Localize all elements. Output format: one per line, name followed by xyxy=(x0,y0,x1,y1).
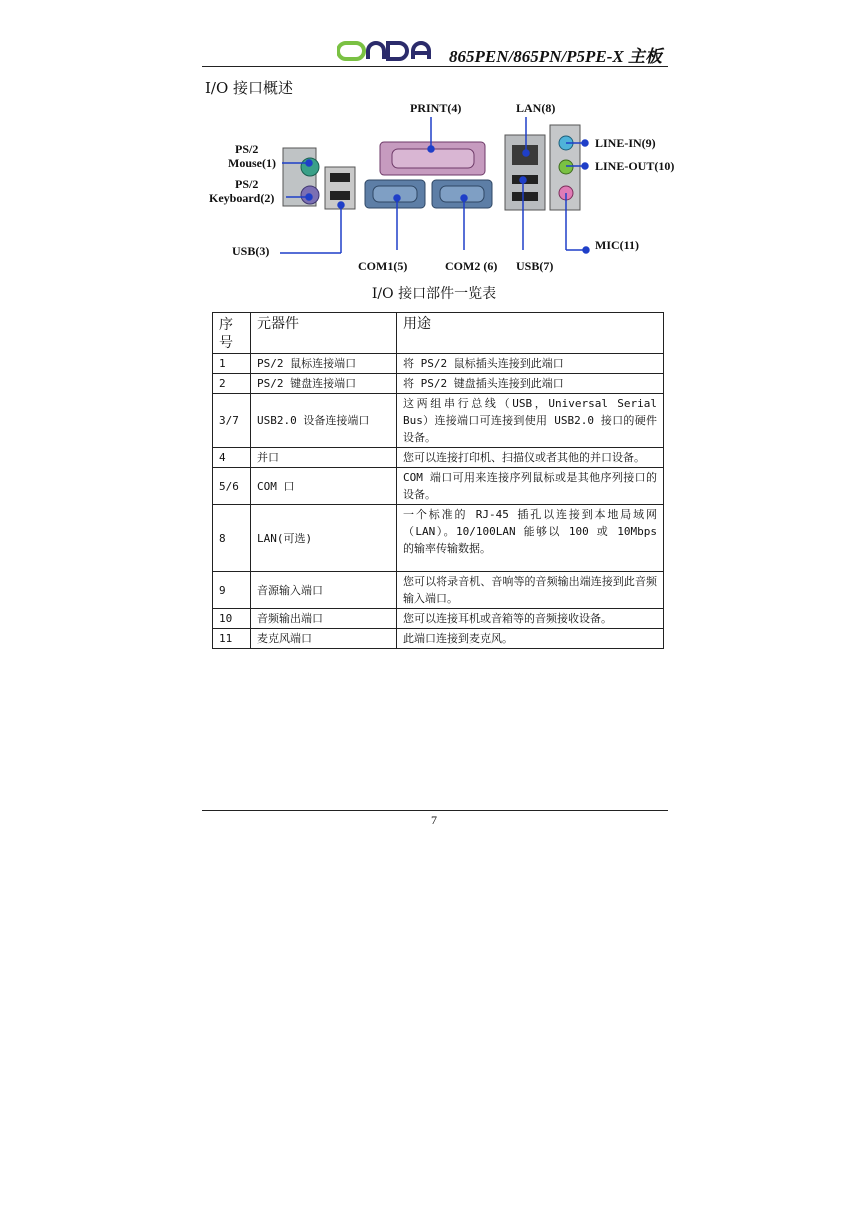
io-panel-diagram xyxy=(200,95,690,280)
cell-usage: 这两组串行总线（USB，Universal Serial Bus）连接端口可连接到使用 USB2.0 接口的硬件设备。 xyxy=(397,394,664,448)
io-components-table xyxy=(212,312,664,649)
label-lan: LAN(8) xyxy=(516,101,556,115)
usb3-port-b xyxy=(330,191,350,200)
label-ps2-mouse-line1: PS/2 xyxy=(235,142,259,156)
label-ps2-mouse-line2: Mouse(1) xyxy=(228,156,276,170)
cell-usage: 一个标准的 RJ-45 插孔以连接到本地局域网（LAN）。10/100LAN 能够以 100 或 10Mbps 的输率传输数据。 xyxy=(397,505,664,572)
cell-no: 9 xyxy=(213,572,251,609)
cell-component: 音频输出端口 xyxy=(251,609,397,629)
cell-component: COM 口 xyxy=(251,468,397,505)
cell-no: 5/6 xyxy=(213,468,251,505)
cell-component: PS/2 鼠标连接端口 xyxy=(251,354,397,374)
label-mic: MIC(11) xyxy=(595,238,639,252)
header-divider xyxy=(202,66,668,67)
line-out-jack xyxy=(559,160,573,174)
label-line-out: LINE-OUT(10) xyxy=(595,159,675,173)
page-header xyxy=(202,36,668,68)
cell-no: 4 xyxy=(213,448,251,468)
io-panel-illustration xyxy=(200,95,690,280)
cell-usage: 您可以连接耳机或音箱等的音频接收设备。 xyxy=(397,609,664,629)
label-usb7: USB(7) xyxy=(516,259,554,273)
cell-usage: 您可以将录音机、音响等的音频输出端连接到此音频输入端口。 xyxy=(397,572,664,609)
header-component: 元器件 xyxy=(251,313,397,354)
table-row xyxy=(213,448,664,468)
cell-no: 10 xyxy=(213,609,251,629)
cell-no: 2 xyxy=(213,374,251,394)
label-com2: COM2 (6) xyxy=(445,259,498,273)
label-print: PRINT(4) xyxy=(410,101,462,115)
cell-no: 11 xyxy=(213,629,251,649)
cell-usage: 您可以连接打印机、扫描仪或者其他的并口设备。 xyxy=(397,448,664,468)
cell-component: USB2.0 设备连接端口 xyxy=(251,394,397,448)
cell-component: PS/2 键盘连接端口 xyxy=(251,374,397,394)
footer-divider xyxy=(202,810,668,811)
cell-usage: 将 PS/2 鼠标插头连接到此端口 xyxy=(397,354,664,374)
table-row xyxy=(213,374,664,394)
table-row xyxy=(213,354,664,374)
label-line-in: LINE-IN(9) xyxy=(595,136,656,150)
cell-component: 音源输入端口 xyxy=(251,572,397,609)
cell-component: 并口 xyxy=(251,448,397,468)
table-row xyxy=(213,629,664,649)
table-row xyxy=(213,572,664,609)
label-usb3: USB(3) xyxy=(232,244,270,258)
cell-usage: COM 端口可用来连接序列鼠标或是其他序列接口的设备。 xyxy=(397,468,664,505)
cell-no: 1 xyxy=(213,354,251,374)
usb3-port-a xyxy=(330,173,350,182)
table-row xyxy=(213,505,664,572)
document-title: 865PEN/865PN/P5PE-X 主板 xyxy=(449,47,662,66)
cell-component: LAN(可选) xyxy=(251,505,397,572)
cell-no: 8 xyxy=(213,505,251,572)
usb7-port-b xyxy=(512,192,538,201)
onda-logo xyxy=(337,40,449,62)
cell-usage: 将 PS/2 键盘插头连接到此端口 xyxy=(397,374,664,394)
table-caption: I/O 接口部件一览表 xyxy=(371,286,497,302)
cell-component: 麦克风端口 xyxy=(251,629,397,649)
cell-no: 3/7 xyxy=(213,394,251,448)
page-number: 7 xyxy=(431,813,437,827)
header-usage: 用途 xyxy=(397,313,664,354)
section-title: I/O 接口概述 xyxy=(205,79,294,97)
label-ps2-keyboard-line1: PS/2 xyxy=(235,177,259,191)
cell-usage: 此端口连接到麦克风。 xyxy=(397,629,664,649)
table-row xyxy=(213,394,664,448)
table-row xyxy=(213,609,664,629)
table-header-row xyxy=(213,313,664,354)
label-ps2-keyboard-line2: Keyboard(2) xyxy=(209,191,275,205)
label-com1: COM1(5) xyxy=(358,259,408,273)
table-row xyxy=(213,468,664,505)
header-no: 序号 xyxy=(213,313,251,354)
